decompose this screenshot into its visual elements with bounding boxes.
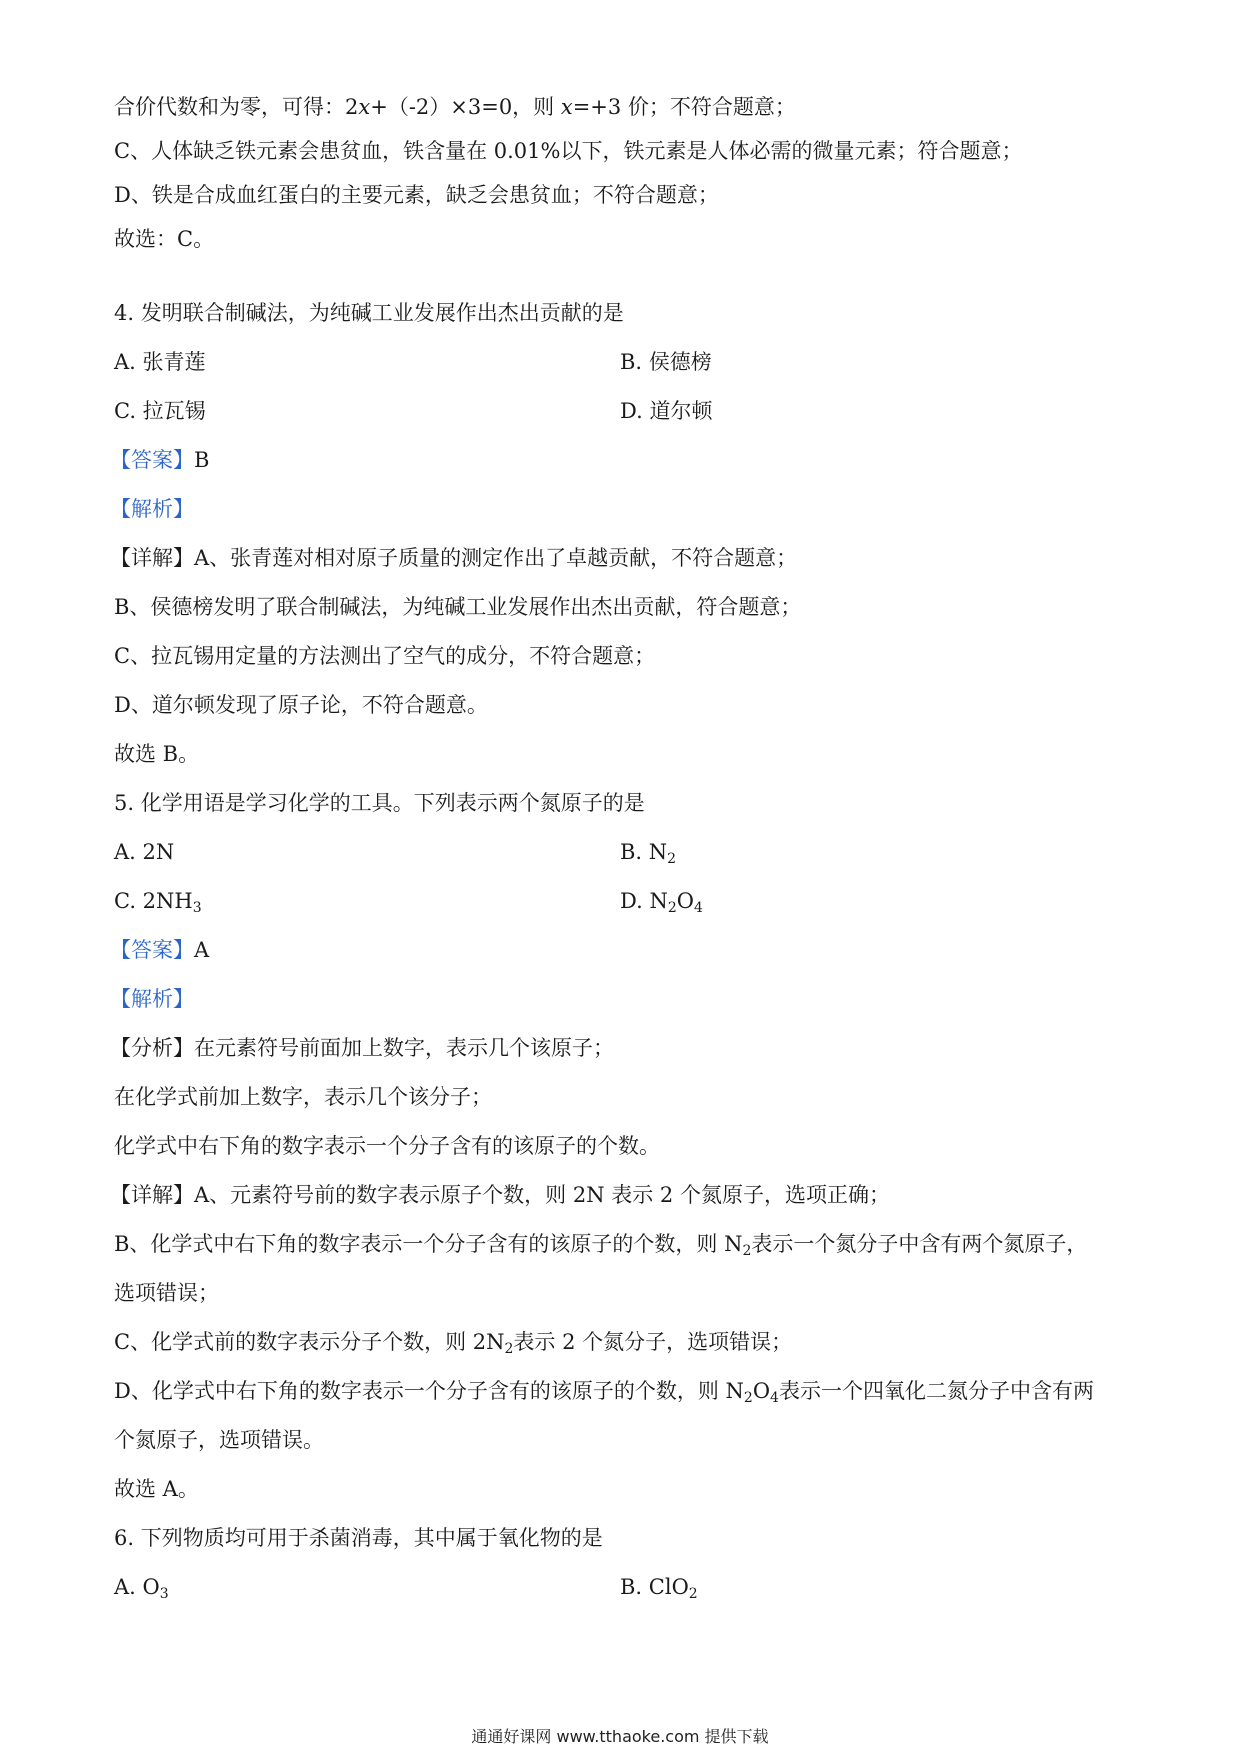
text-line: 故选 B。 xyxy=(114,742,200,766)
text-line: C、化学式前的数字表示分子个数，则 $2N_2$表示 2 个氮分子，选项错误； xyxy=(114,1330,793,1357)
q4-option-a: A. 张青莲 xyxy=(114,350,206,374)
text-line: C、拉瓦锡用定量的方法测出了空气的成分，不符合题意； xyxy=(114,644,656,668)
text-line: B、化学式中右下角的数字表示一个分子含有的该原子的个数，则 $N_2$表示一个氮分子中含有两个氮原子， xyxy=(114,1232,1088,1259)
q4-option-d: D. 道尔顿 xyxy=(620,399,713,423)
page-footer: 通通好课网 www.tthaoke.com 提供下载 xyxy=(471,1727,769,1746)
q5-option-b: B. $N_2$ xyxy=(620,840,677,867)
question-6-stem: 6. 下列物质均可用于杀菌消毒，其中属于氧化物的是 xyxy=(114,1526,603,1550)
answer-tag: 【答案】 xyxy=(110,938,194,962)
q5-detail: 【详解】A、元素符号前的数字表示原子个数，则 2N 表示 2 个氮原子，选项正确； xyxy=(110,1183,890,1207)
q5-option-c: C. $2NH_3$ xyxy=(114,889,202,916)
q5-fenxi: 【分析】在元素符号前面加上数字，表示几个该原子； xyxy=(110,1036,614,1060)
q4-analysis-tag: 【解析】 xyxy=(110,497,194,521)
question-4-stem: 4. 发明联合制碱法，为纯碱工业发展作出杰出贡献的是 xyxy=(114,301,624,325)
q6-option-a: A. $O_3$ xyxy=(114,1575,169,1602)
text-line: 选项错误； xyxy=(114,1281,219,1305)
text-line: D、道尔顿发现了原子论，不符合题意。 xyxy=(114,693,488,717)
text-line: 故选：C。 xyxy=(114,227,215,251)
q4-answer: 【答案】B xyxy=(110,448,210,472)
text-line: B、侯德榜发明了联合制碱法，为纯碱工业发展作出杰出贡献，符合题意； xyxy=(114,595,802,619)
q5-option-a: A. 2N xyxy=(114,840,175,864)
q4-detail: 【详解】A、张青莲对相对原子质量的测定作出了卓越贡献，不符合题意； xyxy=(110,546,798,570)
q5-answer: 【答案】A xyxy=(110,938,210,962)
text-line: 化学式中右下角的数字表示一个分子含有的该原子的个数。 xyxy=(114,1134,660,1158)
answer-tag: 【答案】 xyxy=(110,448,194,472)
text-line: C、人体缺乏铁元素会患贫血，铁含量在 0.01%以下，铁元素是人体必需的微量元素；符合题意； xyxy=(114,139,1023,163)
text-line: D、铁是合成血红蛋白的主要元素，缺乏会患贫血；不符合题意； xyxy=(114,183,719,207)
text-line: 个氮原子，选项错误。 xyxy=(114,1428,324,1452)
text-line: 在化学式前加上数字，表示几个该分子； xyxy=(114,1085,492,1109)
text-line: D、化学式中右下角的数字表示一个分子含有的该原子的个数，则 $N_2O_4$表示一个四氧化二氮分子中含有两 xyxy=(114,1379,1094,1406)
q4-option-c: C. 拉瓦锡 xyxy=(114,399,206,423)
q6-option-b: B. ClO$_2$ xyxy=(620,1575,698,1602)
q4-option-b: B. 侯德榜 xyxy=(620,350,712,374)
question-5-stem: 5. 化学用语是学习化学的工具。下列表示两个氮原子的是 xyxy=(114,791,645,815)
text-line: 故选 A。 xyxy=(114,1477,199,1501)
q5-option-d: D. $N_2O_4$ xyxy=(620,889,703,916)
text-line: 合价代数和为零，可得：2x+（-2）×3=0，则 x=+3 价；不符合题意； xyxy=(114,95,796,119)
q5-analysis-tag: 【解析】 xyxy=(110,987,194,1011)
